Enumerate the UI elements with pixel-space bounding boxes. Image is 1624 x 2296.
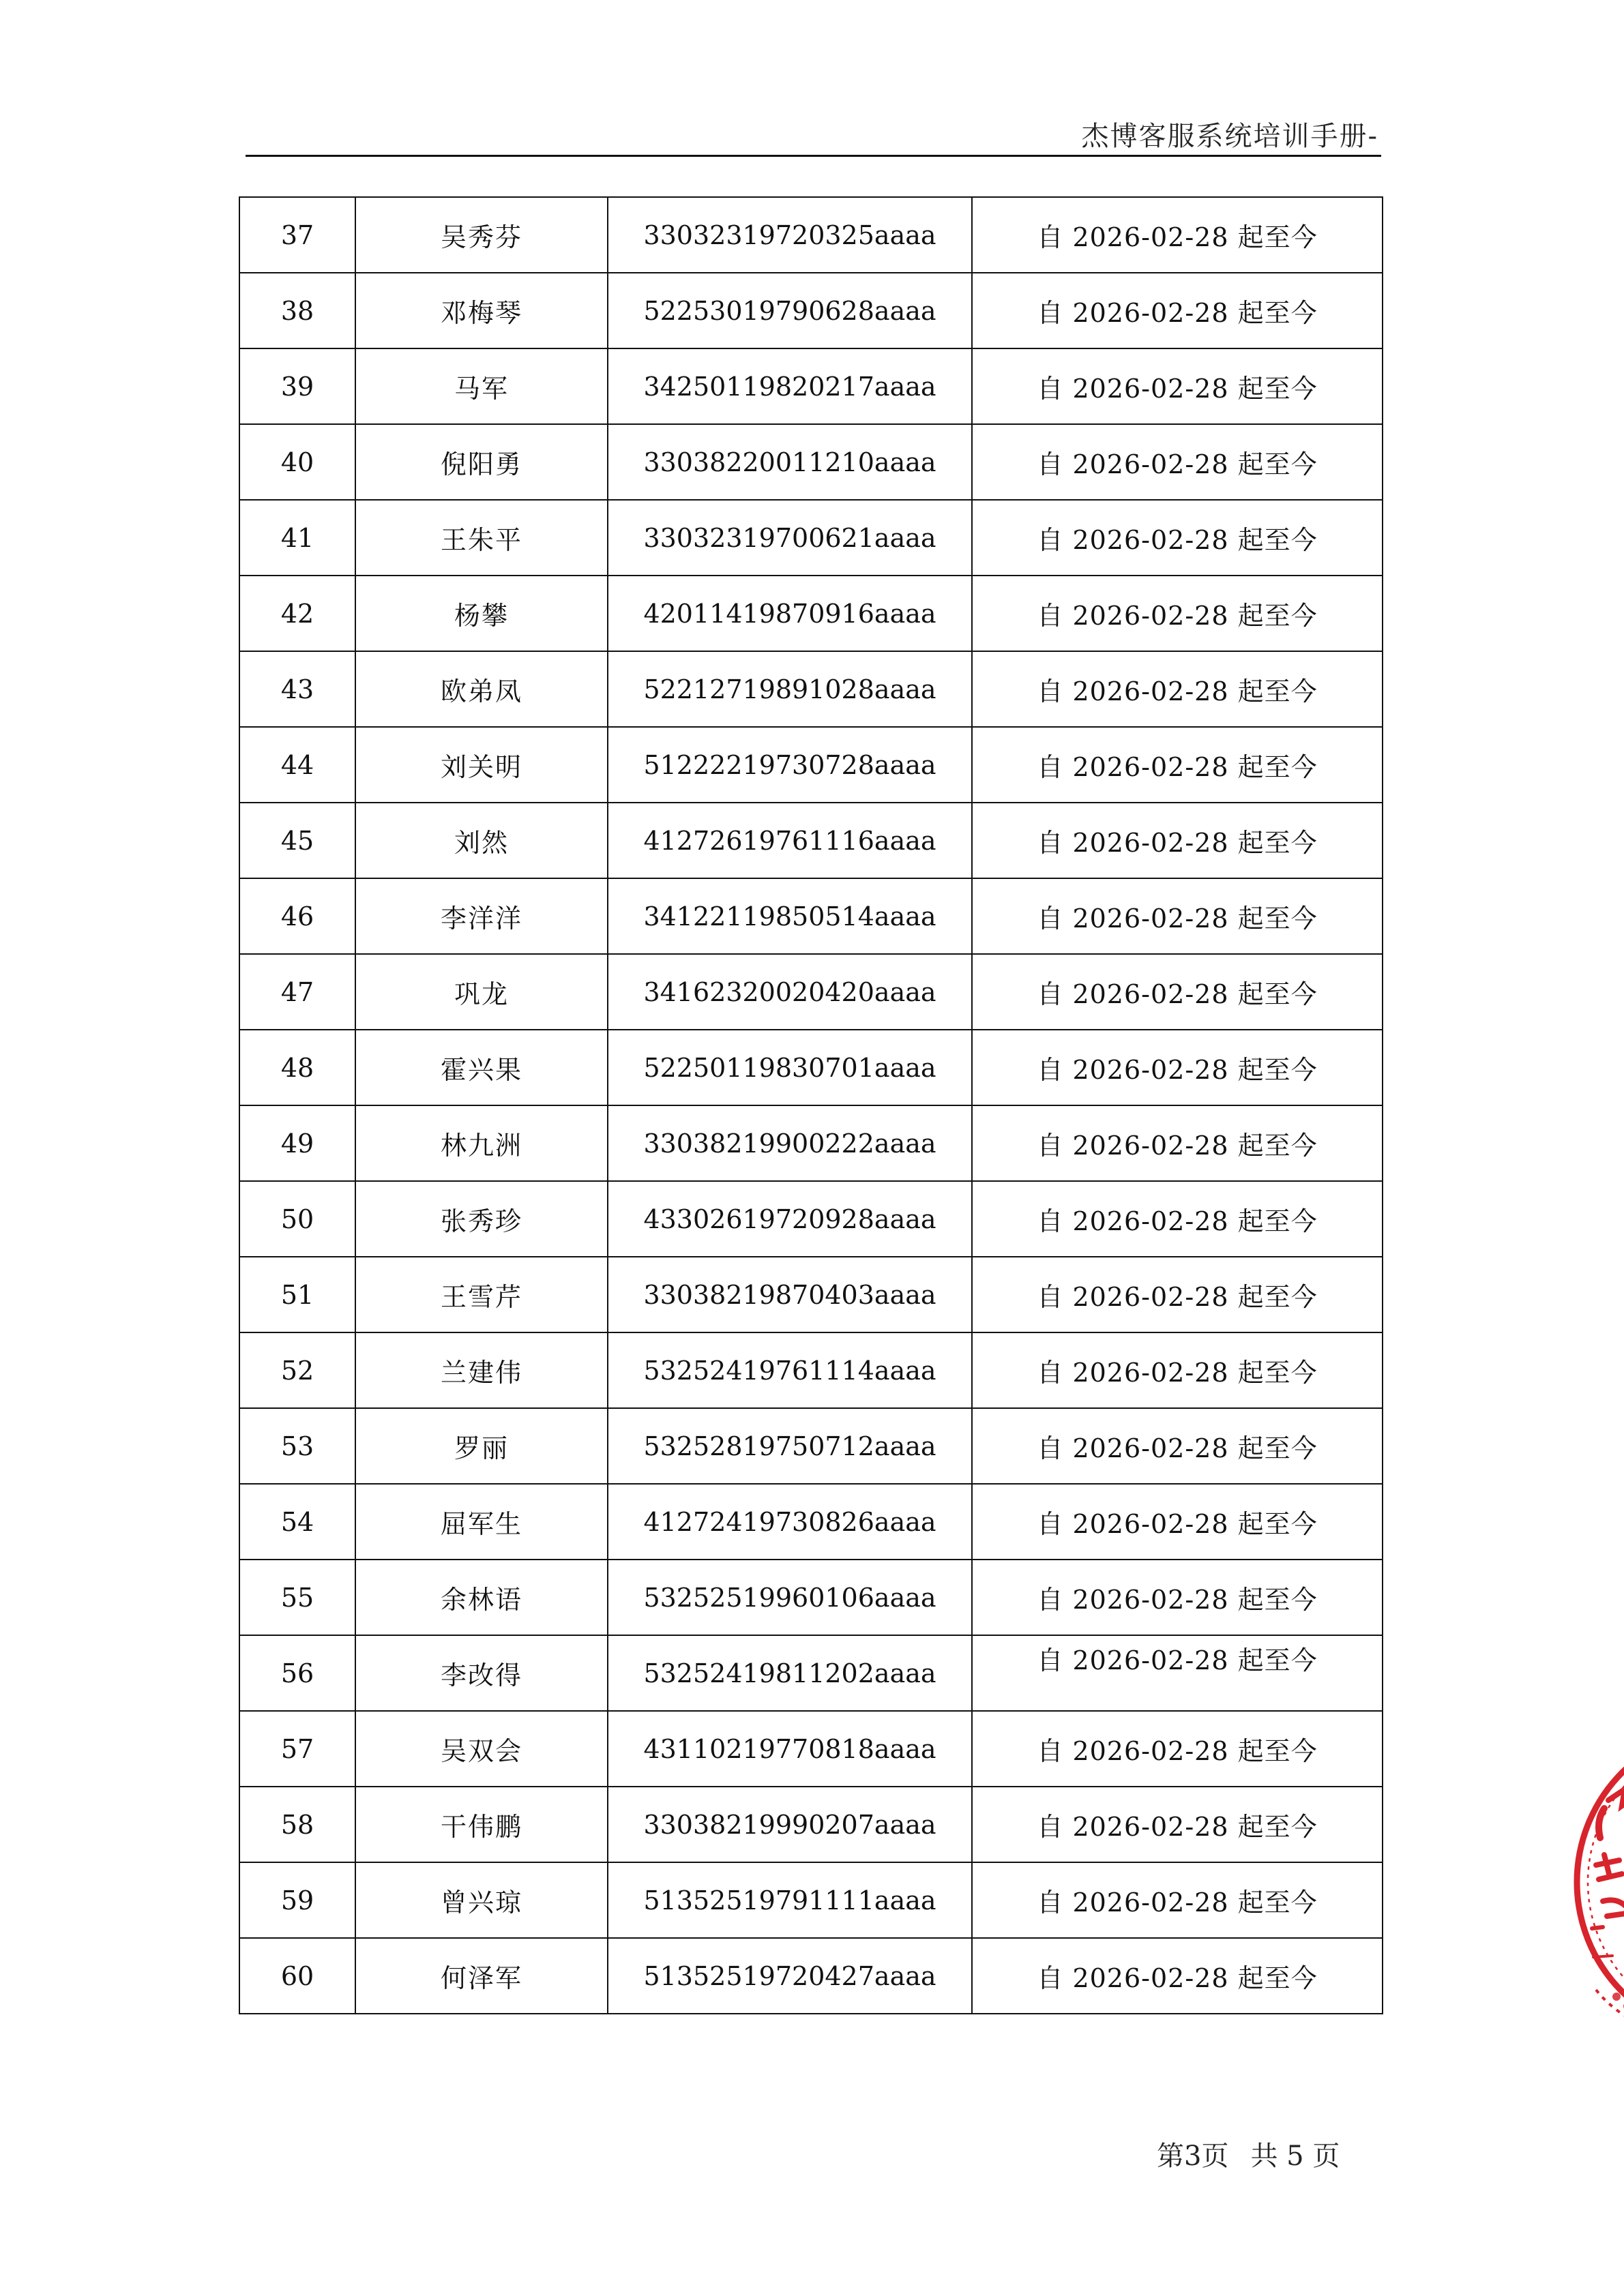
name-cell — [355, 803, 608, 878]
period-cell-text: 自 2026-02-28 起至今 — [1037, 1963, 1318, 1993]
period-cell — [972, 1635, 1383, 1711]
row-number-cell — [239, 1105, 355, 1181]
id-number-cell — [608, 1257, 972, 1332]
id-number-cell-text: 53252419811202aaaa — [643, 1658, 936, 1688]
id-number-cell-text: 33032319720325aaaa — [643, 220, 936, 250]
name-cell — [355, 1862, 608, 1938]
period-cell — [972, 878, 1383, 954]
table-row — [239, 954, 1383, 1030]
row-number-cell — [239, 803, 355, 878]
name-cell — [355, 1635, 608, 1711]
period-cell — [972, 424, 1383, 500]
period-cell — [972, 1181, 1383, 1257]
period-cell-text: 自 2026-02-28 起至今 — [1037, 1055, 1318, 1085]
name-cell-text: 屈军生 — [440, 1509, 522, 1539]
period-cell-text: 自 2026-02-28 起至今 — [1037, 601, 1318, 631]
id-number-cell — [608, 1030, 972, 1105]
row-number-cell-text: 45 — [280, 825, 314, 856]
id-number-cell-text: 33038219900222aaaa — [643, 1128, 936, 1159]
table-row — [239, 1408, 1383, 1484]
name-cell — [355, 878, 608, 954]
table-row — [239, 424, 1383, 500]
table-row — [239, 1484, 1383, 1560]
row-number-cell — [239, 1560, 355, 1635]
row-number-cell — [239, 1408, 355, 1484]
name-cell — [355, 197, 608, 273]
period-cell-text: 自 2026-02-28 起至今 — [1037, 1358, 1318, 1388]
row-number-cell-text: 39 — [280, 371, 314, 402]
id-number-cell-text: 43302619720928aaaa — [643, 1204, 936, 1234]
name-cell — [355, 1484, 608, 1560]
id-number-cell — [608, 424, 972, 500]
id-number-cell — [608, 878, 972, 954]
id-number-cell-text: 51352519720427aaaa — [643, 1960, 936, 1991]
id-number-cell-text: 34162320020420aaaa — [643, 976, 936, 1007]
id-number-cell — [608, 500, 972, 576]
header-divider — [246, 155, 1381, 157]
row-number-cell-text: 54 — [280, 1506, 314, 1537]
name-cell — [355, 727, 608, 803]
row-number-cell-text: 48 — [280, 1052, 314, 1083]
row-number-cell-text: 51 — [280, 1279, 314, 1310]
table-row — [239, 1030, 1383, 1105]
period-cell-text: 自 2026-02-28 起至今 — [1037, 525, 1318, 555]
id-number-cell-text: 53252519960106aaaa — [643, 1582, 936, 1613]
period-cell — [972, 197, 1383, 273]
name-cell — [355, 576, 608, 651]
table-row — [239, 1938, 1383, 2014]
name-cell-text: 王雪芹 — [440, 1282, 522, 1312]
row-number-cell — [239, 197, 355, 273]
id-number-cell-text: 52250119830701aaaa — [643, 1052, 936, 1083]
table-row — [239, 197, 1383, 273]
name-cell-text: 霍兴果 — [440, 1055, 522, 1085]
table-row — [239, 651, 1383, 727]
personnel-table — [239, 196, 1383, 2014]
table-row — [239, 273, 1383, 348]
name-cell-text: 干伟鹏 — [440, 1812, 522, 1842]
row-number-cell — [239, 1787, 355, 1862]
period-cell — [972, 1711, 1383, 1787]
personnel-table-body — [239, 197, 1383, 2014]
name-cell-text: 林九洲 — [440, 1131, 522, 1161]
name-cell — [355, 1560, 608, 1635]
name-cell — [355, 1938, 608, 2014]
period-cell — [972, 651, 1383, 727]
id-number-cell-text: 42011419870916aaaa — [643, 598, 936, 629]
row-number-cell-text: 38 — [280, 295, 314, 326]
period-cell-text: 自 2026-02-28 起至今 — [1037, 1131, 1318, 1161]
row-number-cell-text: 58 — [280, 1809, 314, 1840]
period-cell — [972, 273, 1383, 348]
row-number-cell — [239, 878, 355, 954]
id-number-cell — [608, 1711, 972, 1787]
row-number-cell-text: 49 — [280, 1128, 314, 1159]
name-cell — [355, 500, 608, 576]
table-row — [239, 1635, 1383, 1711]
row-number-cell — [239, 1938, 355, 2014]
id-number-cell — [608, 1787, 972, 1862]
row-number-cell — [239, 1030, 355, 1105]
period-cell — [972, 1484, 1383, 1560]
table-row — [239, 1332, 1383, 1408]
period-cell — [972, 1105, 1383, 1181]
name-cell-text: 吴双会 — [440, 1736, 522, 1766]
id-number-cell — [608, 1635, 972, 1711]
row-number-cell-text: 46 — [280, 901, 314, 931]
name-cell — [355, 1787, 608, 1862]
id-number-cell-text: 33038219870403aaaa — [643, 1279, 936, 1310]
table-row — [239, 878, 1383, 954]
row-number-cell-text: 56 — [280, 1658, 314, 1688]
row-number-cell-text: 40 — [280, 447, 314, 477]
id-number-cell — [608, 273, 972, 348]
name-cell-text: 何泽军 — [440, 1963, 522, 1993]
name-cell-text: 兰建伟 — [440, 1358, 522, 1388]
period-cell-text: 自 2026-02-28 起至今 — [1037, 1282, 1318, 1312]
id-number-cell — [608, 1408, 972, 1484]
name-cell-text: 王朱平 — [440, 525, 522, 555]
row-number-cell — [239, 1484, 355, 1560]
table-row — [239, 1862, 1383, 1938]
period-cell-text: 自 2026-02-28 起至今 — [1037, 1736, 1318, 1766]
id-number-cell-text: 53252819750712aaaa — [643, 1431, 936, 1461]
name-cell-text: 吴秀芬 — [440, 222, 522, 252]
name-cell — [355, 1105, 608, 1181]
name-cell-text: 曾兴琼 — [440, 1888, 522, 1918]
period-cell — [972, 803, 1383, 878]
page-number-total: 共 5 页 — [1250, 2141, 1340, 2172]
red-seal-stamp-icon — [1569, 1718, 1624, 2046]
name-cell — [355, 348, 608, 424]
row-number-cell — [239, 727, 355, 803]
row-number-cell — [239, 348, 355, 424]
id-number-cell — [608, 1332, 972, 1408]
row-number-cell-text: 43 — [280, 674, 314, 704]
id-number-cell — [608, 1938, 972, 2014]
table-row — [239, 576, 1383, 651]
period-cell — [972, 500, 1383, 576]
name-cell — [355, 1181, 608, 1257]
name-cell — [355, 1030, 608, 1105]
name-cell-text: 刘然 — [454, 828, 509, 858]
row-number-cell-text: 60 — [280, 1960, 314, 1991]
name-cell-text: 李洋洋 — [440, 904, 522, 934]
name-cell — [355, 1257, 608, 1332]
row-number-cell-text: 53 — [280, 1431, 314, 1461]
table-row — [239, 1181, 1383, 1257]
id-number-cell — [608, 1181, 972, 1257]
period-cell-text: 自 2026-02-28 起至今 — [1037, 374, 1318, 404]
period-cell — [972, 954, 1383, 1030]
id-number-cell-text: 41272419730826aaaa — [643, 1506, 936, 1537]
id-number-cell-text: 43110219770818aaaa — [643, 1733, 936, 1764]
name-cell-text: 余林语 — [440, 1585, 522, 1615]
row-number-cell — [239, 273, 355, 348]
row-number-cell-text: 47 — [280, 976, 314, 1007]
period-cell-text: 自 2026-02-28 起至今 — [1037, 222, 1318, 252]
id-number-cell-text: 33038219990207aaaa — [643, 1809, 936, 1840]
name-cell — [355, 1711, 608, 1787]
period-cell — [972, 1332, 1383, 1408]
row-number-cell-text: 52 — [280, 1355, 314, 1386]
table-row — [239, 727, 1383, 803]
name-cell-text: 邓梅琴 — [440, 298, 522, 328]
row-number-cell-text: 44 — [280, 749, 314, 780]
row-number-cell — [239, 954, 355, 1030]
id-number-cell — [608, 348, 972, 424]
id-number-cell — [608, 1560, 972, 1635]
id-number-cell — [608, 1862, 972, 1938]
id-number-cell-text: 53252419761114aaaa — [643, 1355, 936, 1386]
row-number-cell — [239, 1181, 355, 1257]
name-cell-text: 李改得 — [440, 1660, 522, 1690]
id-number-cell-text: 52212719891028aaaa — [643, 674, 936, 704]
id-number-cell-text: 51222219730728aaaa — [643, 749, 936, 780]
period-cell-text: 自 2026-02-28 起至今 — [1037, 979, 1318, 1009]
id-number-cell-text: 33032319700621aaaa — [643, 522, 936, 553]
document-title: 杰博客服系统培训手册- — [1081, 121, 1378, 152]
row-number-cell-text: 37 — [280, 220, 314, 250]
period-cell — [972, 1560, 1383, 1635]
row-number-cell — [239, 576, 355, 651]
period-cell-text: 自 2026-02-28 起至今 — [1037, 1812, 1318, 1842]
page-number-current: 第3页 — [1157, 2141, 1229, 2172]
name-cell-text: 倪阳勇 — [440, 449, 522, 479]
id-number-cell-text: 33038220011210aaaa — [643, 447, 936, 477]
name-cell-text: 杨攀 — [454, 601, 509, 631]
row-number-cell — [239, 1635, 355, 1711]
period-cell-text: 自 2026-02-28 起至今 — [1037, 1888, 1318, 1918]
row-number-cell-text: 55 — [280, 1582, 314, 1613]
id-number-cell — [608, 1484, 972, 1560]
name-cell-text: 张秀珍 — [440, 1206, 522, 1236]
row-number-cell — [239, 1862, 355, 1938]
period-cell — [972, 1862, 1383, 1938]
period-cell — [972, 727, 1383, 803]
period-cell-text: 自 2026-02-28 起至今 — [1037, 1645, 1318, 1675]
row-number-cell-text: 42 — [280, 598, 314, 629]
name-cell-text: 欧弟凤 — [440, 676, 522, 706]
name-cell-text: 刘关明 — [440, 752, 522, 782]
period-cell — [972, 576, 1383, 651]
name-cell — [355, 651, 608, 727]
period-cell-text: 自 2026-02-28 起至今 — [1037, 1509, 1318, 1539]
period-cell — [972, 1787, 1383, 1862]
id-number-cell-text: 34122119850514aaaa — [643, 901, 936, 931]
period-cell-text: 自 2026-02-28 起至今 — [1037, 904, 1318, 934]
page-footer — [1157, 2134, 1340, 2173]
period-cell — [972, 1938, 1383, 2014]
row-number-cell — [239, 1711, 355, 1787]
id-number-cell — [608, 1105, 972, 1181]
table-row — [239, 1105, 1383, 1181]
period-cell-text: 自 2026-02-28 起至今 — [1037, 298, 1318, 328]
id-number-cell-text: 41272619761116aaaa — [643, 825, 936, 856]
id-number-cell — [608, 803, 972, 878]
name-cell — [355, 1332, 608, 1408]
id-number-cell — [608, 576, 972, 651]
id-number-cell — [608, 197, 972, 273]
table-row — [239, 500, 1383, 576]
row-number-cell — [239, 1257, 355, 1332]
period-cell — [972, 1408, 1383, 1484]
id-number-cell-text: 51352519791111aaaa — [643, 1885, 936, 1915]
table-row — [239, 1711, 1383, 1787]
page-header — [246, 109, 1381, 157]
id-number-cell — [608, 727, 972, 803]
name-cell-text: 罗丽 — [454, 1433, 509, 1463]
period-cell — [972, 1257, 1383, 1332]
id-number-cell — [608, 651, 972, 727]
period-cell-text: 自 2026-02-28 起至今 — [1037, 1433, 1318, 1463]
id-number-cell-text: 52253019790628aaaa — [643, 295, 936, 326]
row-number-cell-text: 57 — [280, 1733, 314, 1764]
row-number-cell-text: 50 — [280, 1204, 314, 1234]
row-number-cell-text: 41 — [280, 522, 314, 553]
table-row — [239, 1257, 1383, 1332]
period-cell-text: 自 2026-02-28 起至今 — [1037, 1206, 1318, 1236]
row-number-cell — [239, 651, 355, 727]
row-number-cell — [239, 500, 355, 576]
period-cell — [972, 1030, 1383, 1105]
table-row — [239, 1787, 1383, 1862]
row-number-cell — [239, 1332, 355, 1408]
table-row — [239, 348, 1383, 424]
id-number-cell-text: 34250119820217aaaa — [643, 371, 936, 402]
table-row — [239, 1560, 1383, 1635]
row-number-cell-text: 59 — [280, 1885, 314, 1915]
period-cell — [972, 348, 1383, 424]
name-cell — [355, 273, 608, 348]
id-number-cell — [608, 954, 972, 1030]
name-cell — [355, 424, 608, 500]
name-cell-text: 巩龙 — [454, 979, 509, 1009]
name-cell — [355, 1408, 608, 1484]
period-cell-text: 自 2026-02-28 起至今 — [1037, 1585, 1318, 1615]
period-cell-text: 自 2026-02-28 起至今 — [1037, 828, 1318, 858]
table-row — [239, 803, 1383, 878]
period-cell-text: 自 2026-02-28 起至今 — [1037, 449, 1318, 479]
name-cell — [355, 954, 608, 1030]
name-cell-text: 马军 — [454, 374, 509, 404]
period-cell-text: 自 2026-02-28 起至今 — [1037, 676, 1318, 706]
period-cell-text: 自 2026-02-28 起至今 — [1037, 752, 1318, 782]
row-number-cell — [239, 424, 355, 500]
